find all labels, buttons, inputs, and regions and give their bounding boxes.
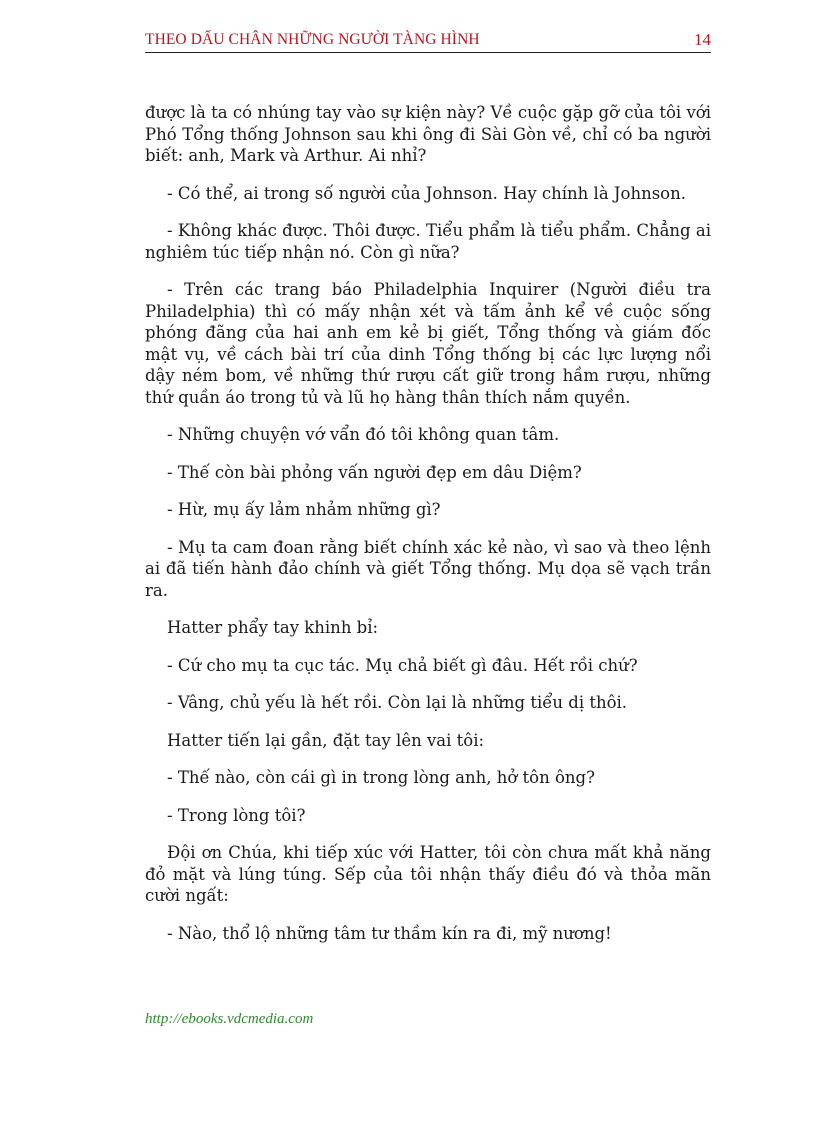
body-text <box>145 102 711 960</box>
page-header <box>145 30 711 53</box>
paragraph: - Trong lòng tôi? <box>167 805 306 825</box>
paragraph: Đội ơn Chúa, khi tiếp xúc với Hatter, tôi còn chưa mất khả năng đỏ mặt và lúng túng. Sếp của tôi nhận thấy điều đó và thỏa mãn cười ngất: <box>145 843 711 905</box>
book-title: THEO DẤU CHÂN NHỮNG NGƯỜI TÀNG HÌNH <box>145 31 480 48</box>
paragraph: - Trên các trang báo Philadelphia Inquirer (Người điều tra Philadelphia) thì có mấy nhận xét và tấm ảnh kể về cuộc sống phóng đãng của hai anh em kẻ bị giết, Tổng thống và giám đốc mật vụ, về cách bài trí của dinh Tổng thống bị các lực lượng nổi dậy ném bom, về những thứ rượu cất giữ trong hầm rượu, những thứ quần áo trong tủ và lũ họ hàng thân thích nắm quyền. <box>145 280 711 407</box>
paragraph: Hatter tiến lại gần, đặt tay lên vai tôi: <box>167 730 485 750</box>
paragraph: - Những chuyện vớ vẩn đó tôi không quan tâm. <box>167 425 560 444</box>
paragraph: - Nào, thổ lộ những tâm tư thầm kín ra đi, mỹ nương! <box>167 923 612 943</box>
paragraph: - Hừ, mụ ấy lảm nhảm những gì? <box>167 500 441 519</box>
paragraph: - Thế còn bài phỏng vấn người đẹp em dâu Diệm? <box>167 462 582 482</box>
paragraph: - Có thể, ai trong số người của Johnson. Hay chính là Johnson. <box>167 183 686 203</box>
page-number: 14 <box>694 30 711 49</box>
paragraph: được là ta có nhúng tay vào sự kiện này? Về cuộc gặp gỡ của tôi với Phó Tổng thống Johnson sau khi ông đi Sài Gòn về, chỉ có ba người biết: anh, Mark và Arthur. Ai nhỉ? <box>145 103 711 165</box>
paragraph: - Thế nào, còn cái gì in trong lòng anh, hở tôn ông? <box>167 768 595 787</box>
paragraph: - Cứ cho mụ ta cục tác. Mụ chả biết gì đâu. Hết rồi chứ? <box>167 655 638 675</box>
paragraph: Hatter phẩy tay khinh bỉ: <box>167 618 379 637</box>
paragraph: - Mụ ta cam đoan rằng biết chính xác kẻ nào, vì sao và theo lệnh ai đã tiến hành đảo chính và giết Tổng thống. Mụ dọa sẽ vạch trần ra. <box>145 537 711 600</box>
paragraph: - Không khác được. Thôi được. Tiểu phẩm là tiểu phẩm. Chẳng ai nghiêm túc tiếp nhận nó. Còn gì nữa? <box>145 221 711 262</box>
footer-link[interactable]: http://ebooks.vdcmedia.com <box>145 1011 314 1027</box>
paragraph: - Vâng, chủ yếu là hết rồi. Còn lại là những tiểu dị thôi. <box>167 693 628 712</box>
